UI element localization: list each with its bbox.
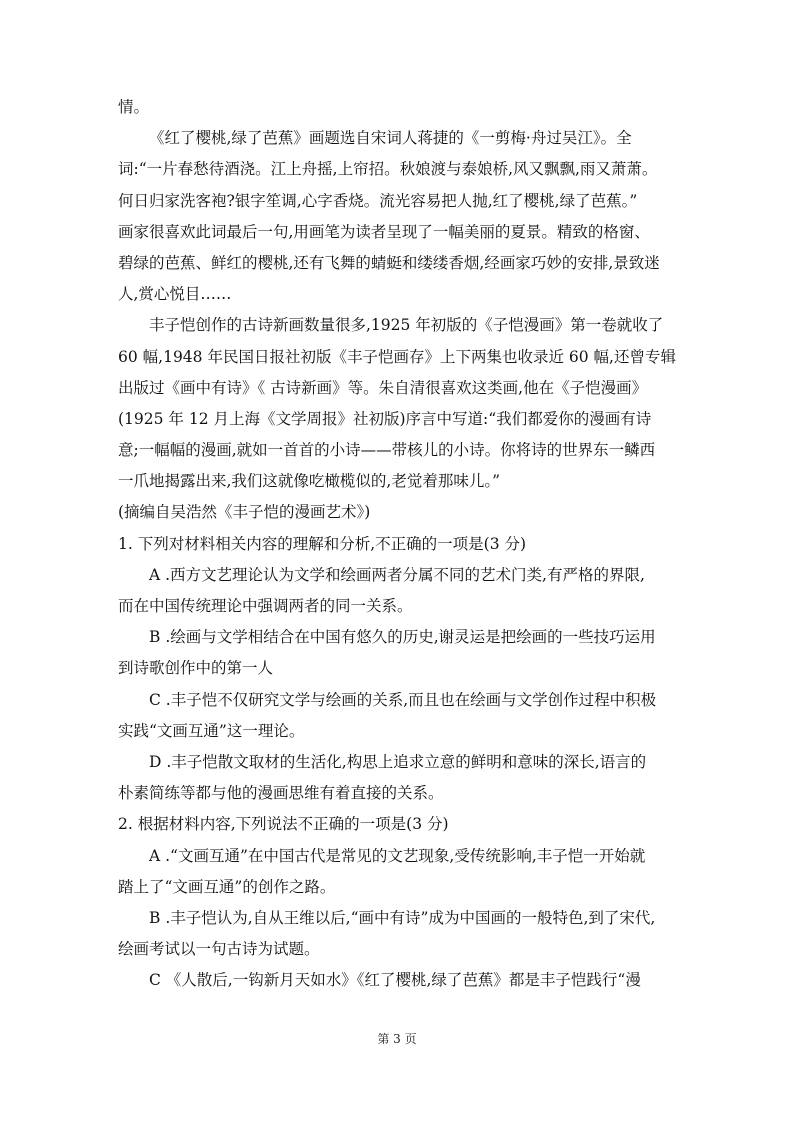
text-line: (摘编自吴浩然《丰子恺的漫画艺术》) [118,503,371,522]
text-line: C .丰子恺不仅研究文学与绘画的关系,而且也在绘画与文学创作过程中积极 [149,690,657,709]
text-line: A .“文画互通”在中国古代是常见的文艺现象,受传统影响,丰子恺一开始就 [149,846,646,865]
text-line: 画家很喜欢此词最后一句,用画笔为读者呈现了一幅美丽的夏景。精致的格窗、 [118,222,650,241]
text-line: 朴素简练等都与他的漫画思维有着直接的关系。 [118,784,444,803]
text-line: 人,赏心悦目…… [118,285,232,304]
text-line: 60 幅,1948 年民国日报社初版《丰子恺画存》上下两集也收录近 60 幅,还曾专辑 [118,347,676,366]
page-number: 第 3 页 [377,1032,417,1046]
text-line: 出版过《画中有诗》《 古诗新画》等。朱自清很喜欢这类画,他在《子恺漫画》 [118,378,648,397]
text-line: (1925 年 12 月上海《文学周报》社初版)序言中写道:“我们都爱你的漫画有诗 [118,409,652,428]
text-line: 而在中国传统理论中强调两者的同一关系。 [118,597,413,615]
text-line: 踏上了“文画互通”的创作之路。 [118,877,336,896]
text-line: 情。 [118,98,150,116]
text-line: A .西方文艺理论认为文学和绘画两者分属不同的艺术门类,有严格的界限, [149,565,645,584]
text-line: D .丰子恺散文取材的生活化,构思上追求立意的鲜明和意味的深长,语言的 [149,752,647,771]
text-line: B .丰子恺认为,自从王维以后,“画中有诗”成为中国画的一般特色,到了宋代, [149,908,656,927]
text-line: 绘画考试以一句古诗为试题。 [118,940,320,959]
text-line: C 《人散后,一钩新月天如水》《红了樱桃,绿了芭蕉》都是丰子恺践行“漫 [149,971,641,990]
text-line: B .绘画与文学相结合在中国有悠久的历史,谢灵运是把绘画的一些技巧运用 [149,628,656,647]
text-line: 词:“一片春愁待酒浇。江上舟摇,上帘招。秋娘渡与泰娘桥,风又飘飘,雨又萧萧。 [118,160,658,179]
text-line: 丰子恺创作的古诗新画数量很多,1925 年初版的《子恺漫画》第一卷就收了 [149,316,664,335]
text-line: 到诗歌创作中的第一人 [118,659,274,678]
text-line: 2. 根据材料内容,下列说法不正确的一项是(3 分) [118,815,449,834]
text-line: 一爪地揭露出来,我们这就像吃橄榄似的,老觉着那味儿。” [118,472,501,491]
text-line: 1. 下列对材料相关内容的理解和分析,不正确的一项是(3 分) [118,534,527,553]
text-line: 意;一幅幅的漫画,就如一首首的小诗——带核儿的小诗。你将诗的世界东一鳞西 [118,441,656,460]
text-line: 何日归家洗客袍?银字笙调,心字香烧。流光容易把人抛,红了樱桃,绿了芭蕉。” [118,191,638,210]
text-line: 碧绿的芭蕉、鲜红的樱桃,还有飞舞的蜻蜓和缕缕香烟,经画家巧妙的安排,景致迷 [118,253,660,272]
document-body [118,92,678,996]
text-line: 实践“文画互通”这一理论。 [118,721,305,740]
text-line: 《红了樱桃,绿了芭蕉》画题选自宋词人蒋捷的《一剪梅·舟过吴江》。全 [149,129,632,148]
